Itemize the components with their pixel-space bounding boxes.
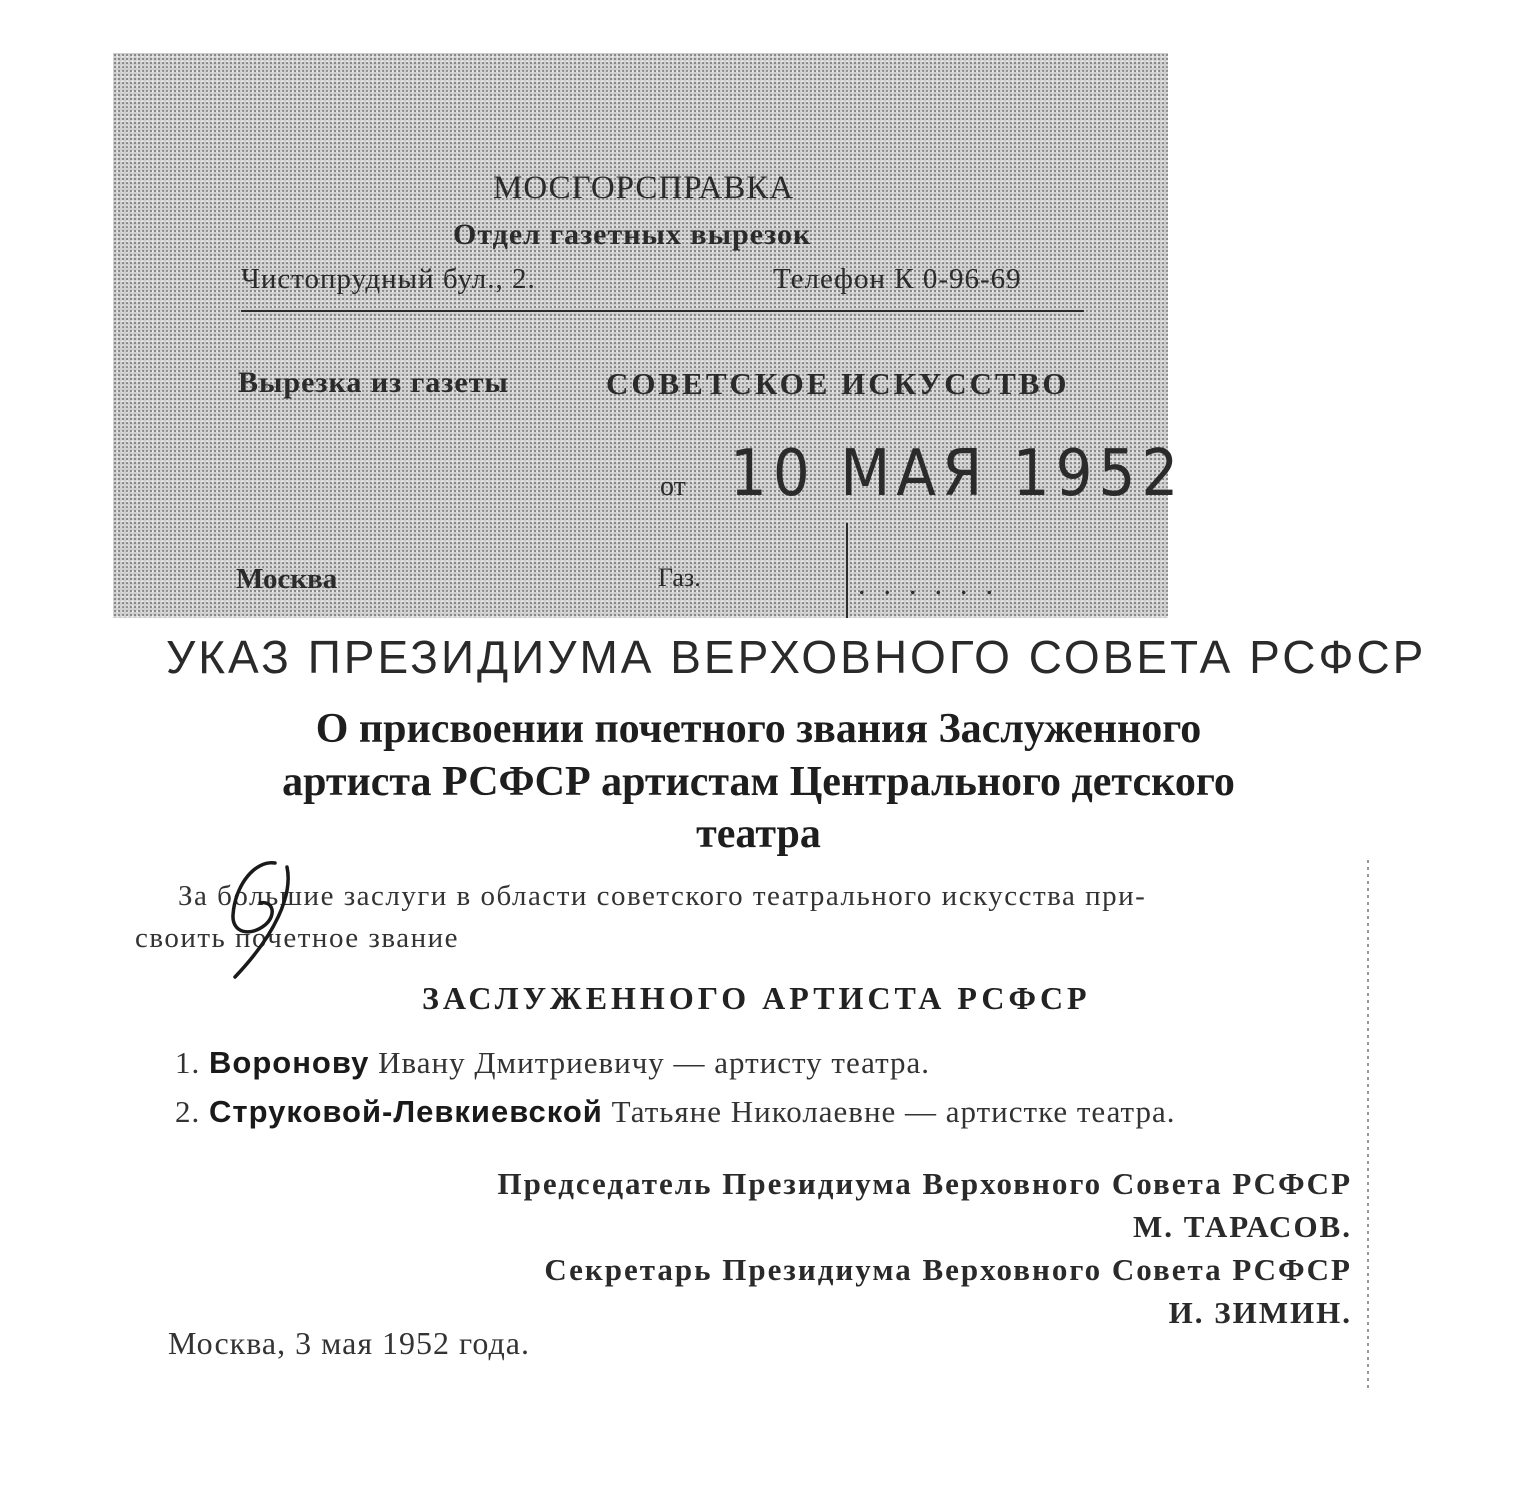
chairman-name: М. ТАРАСОВ. <box>1132 1209 1352 1244</box>
chairman-title: Председатель Президиума Верховного Совета РСФСР <box>497 1166 1352 1201</box>
item-number: 2. <box>175 1094 201 1129</box>
dotted-field: ...... <box>858 568 1011 601</box>
body-line-2: своить почетное звание <box>135 922 459 954</box>
list-item <box>175 1094 1175 1130</box>
item-text: Татьяне Николаевне — артистке театра. <box>611 1094 1176 1129</box>
divider <box>241 310 1084 312</box>
place-date: Москва, 3 мая 1952 года. <box>168 1325 530 1361</box>
address: Чистопрудный бул., 2. <box>241 263 536 295</box>
item-number: 1. <box>175 1045 201 1080</box>
vertical-divider <box>846 523 848 618</box>
item-surname: Струковой-Левкиевской <box>209 1094 603 1129</box>
gazeta-abbr: Газ. <box>658 563 701 592</box>
secretary-title: Секретарь Президиума Верховного Совета РСФСР <box>544 1252 1352 1287</box>
newspaper-name: СОВЕТСКОЕ ИСКУССТВО <box>606 366 1070 401</box>
decree-title-line-1: О присвоении почетного звания Заслуженного <box>315 706 1202 752</box>
clipping-slip <box>113 53 1185 618</box>
decree-title-line-2: артиста РСФСР артистам Центрального детского <box>282 759 1235 805</box>
decree-title-line-3: театра <box>696 811 821 857</box>
phone: Телефон К 0-96-69 <box>773 263 1022 295</box>
item-surname: Воронову <box>209 1045 370 1080</box>
body-line-1: За большие заслуги в области советского театрального искусства при- <box>178 880 1147 912</box>
date-stamp: 10 МАЯ 1952 <box>730 435 1185 511</box>
honorary-rank: ЗАСЛУЖЕННОГО АРТИСТА РСФСР <box>422 980 1091 1016</box>
secretary-name: И. ЗИМИН. <box>1168 1295 1352 1330</box>
item-text: Ивану Дмитриевичу — артисту театра. <box>378 1045 931 1080</box>
decree-header: УКАЗ ПРЕЗИДИУМА ВЕРХОВНОГО СОВЕТА РСФСР <box>166 631 1427 683</box>
list-item <box>175 1045 930 1081</box>
cut-label: Вырезка из газеты <box>238 366 509 399</box>
slip-city: Москва <box>236 563 338 595</box>
from-label: от <box>660 471 686 502</box>
handwritten-number-mark <box>215 855 305 985</box>
clipping-edge <box>1367 860 1369 1390</box>
department-name: Отдел газетных вырезок <box>453 218 812 251</box>
org-name: МОСГОРСПРАВКА <box>493 170 795 206</box>
